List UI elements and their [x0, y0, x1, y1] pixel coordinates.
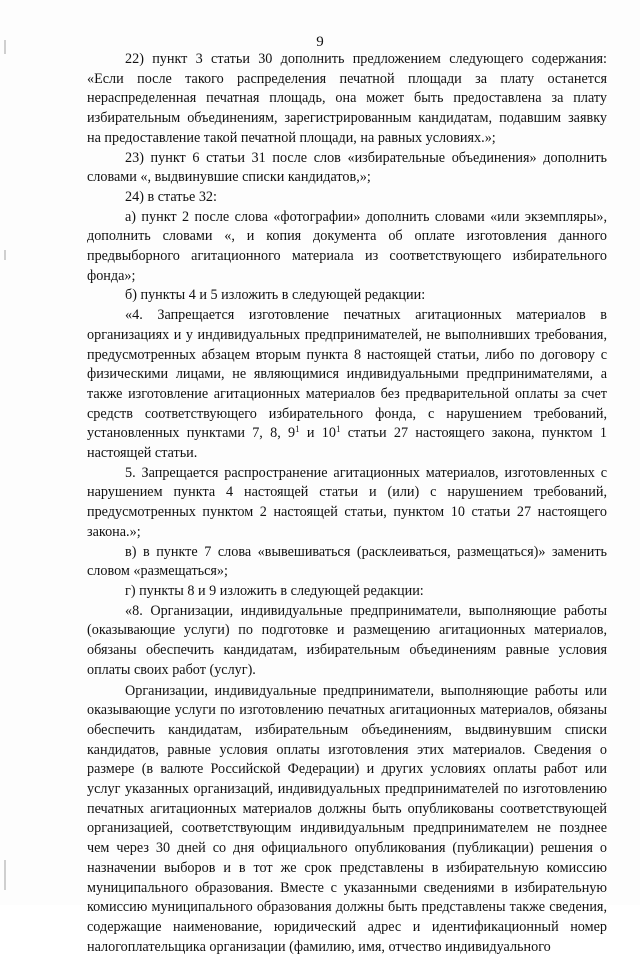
paragraph-subitem-a: а) пункт 2 после слова «фотографии» дополнить словами «или экземпляры», дополнить словами «, и копия документа об оплате изготовления данного предвыборного агитационного материала из соответствующего избирательного фонда»;	[87, 208, 607, 287]
paragraph-item-24: 24) в статье 32:	[87, 188, 607, 208]
paragraph-item-22: 22) пункт 3 статьи 30 дополнить предложением следующего содержания: «Если после такого распределения печатной площади за плату останется нераспределенная печатная площадь, она может быть предоставлена за плату избирательным объединениям, зарегистрированным кандидатам, подавшим заявку на предоставление такой печатной площади, на равных условиях.»;	[87, 50, 607, 149]
paragraph-point-4	[87, 306, 607, 464]
point-4-text-middle: и 10	[300, 425, 336, 441]
paragraph-point-8-second: Организации, индивидуальные предприниматели, выполняющие работы или оказывающие услуги по изготовлению печатных агитационных материалов, обязаны обеспечить кандидатам, избирательным объединениям, выдвинувшим списки кандидатов, равные условия оплаты изготовления этих материалов. Сведения о размере (в валюте Российской Федерации) и других условиях оплаты работ или услуг указанных организаций, индивидуальных предпринимателей по изготовлению печатных агитационных материалов должны быть опубликованы соответствующей организацией, соответствующим индивидуальным предпринимателем не позднее чем через 30 дней со дня официального опубликования (публикации) решения о назначении выборов и в тот же срок представлены в избирательную комиссию муниципального образования. Вместе с указанными сведениями в избирательную комиссию муниципального образования должны быть представлены также сведения, содержащие наименование, юридический адрес и идентификационный номер налогоплательщика организации (фамилию, имя, отчество индивидуального	[87, 682, 607, 957]
scan-edge-mark	[4, 860, 6, 890]
scan-edge-mark	[4, 250, 6, 260]
document-body	[87, 50, 607, 957]
superscript-1: 1	[295, 424, 300, 434]
paragraph-subitem-g: г) пункты 8 и 9 изложить в следующей редакции:	[87, 582, 607, 602]
paragraph-point-5: 5. Запрещается распространение агитационных материалов, изготовленных с нарушением пункта 4 настоящей статьи и (или) с нарушением требований, предусмотренных пунктом 2 настоящей статьи, пунктом 10 статьи 27 настоящего закона.»;	[87, 464, 607, 543]
paragraph-subitem-b: б) пункты 4 и 5 изложить в следующей редакции:	[87, 286, 607, 306]
point-4-text-start: «4. Запрещается изготовление печатных агитационных материалов в организациях и у индивидуальных предпринимателей, не выполнивших требования, предусмотренных абзацем вторым пункта 8 настоящей статьи, либо по договору с физическими лицами, не являющимися индивидуальными предпринимателями, а также изготовление агитационных материалов без предварительной оплаты за счет средств соответствующего избирательного фонда, с нарушением требований, установленных пунктами 7, 8, 9	[87, 307, 607, 441]
paragraph-point-8: «8. Организации, индивидуальные предприниматели, выполняющие работы (оказывающие услуги) по подготовке и размещению агитационных материалов, обязаны обеспечить кандидатам, избирательным объединениям равные условия оплаты своих работ (услуг).	[87, 602, 607, 681]
point-4-text-end: статьи 27 настоящего закона, пунктом 1 настоящей статьи.	[87, 425, 607, 461]
page-number: 9	[0, 34, 640, 50]
paragraph-subitem-v: в) в пункте 7 слова «вывешиваться (расклеиваться, размещаться)» заменить словом «размещаться»;	[87, 543, 607, 582]
paragraph-item-23: 23) пункт 6 статьи 31 после слов «избирательные объединения» дополнить словами «, выдвинувшие списки кандидатов,»;	[87, 149, 607, 188]
superscript-2: 1	[336, 424, 341, 434]
